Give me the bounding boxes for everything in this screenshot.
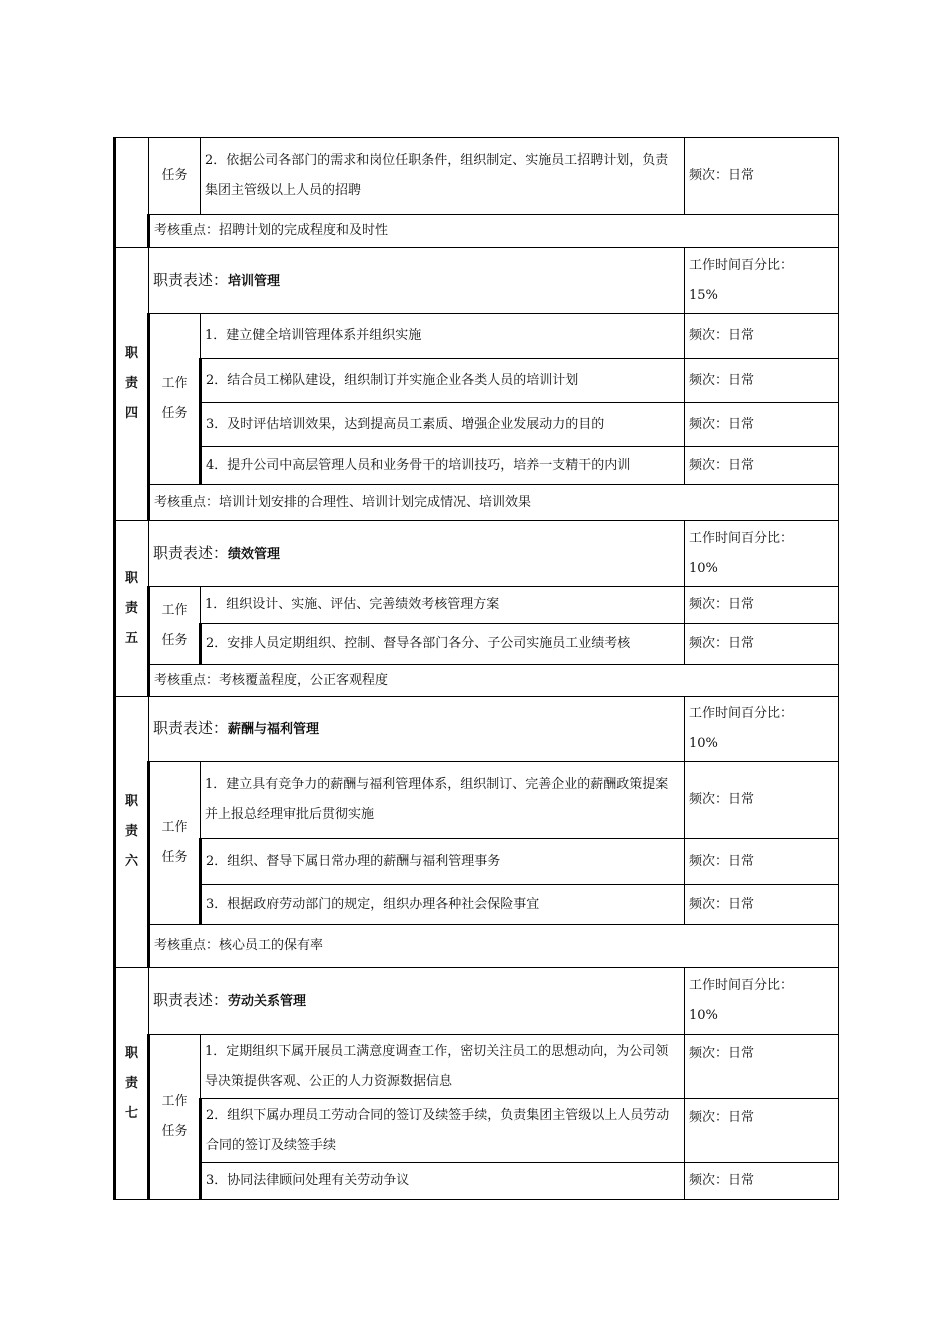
time-percentage	[685, 248, 839, 314]
duty6-desc-row	[115, 697, 839, 762]
duty-description	[149, 521, 685, 587]
kpi-label: 考核重点：	[154, 494, 220, 510]
task-header: 任务	[149, 138, 201, 215]
pct-label: 工作时间百分比：	[689, 530, 794, 546]
task-item: 1．建立具有竞争力的薪酬与福利管理体系，组织制订、完善企业的薪酬政策提案并上报总经理审批后贯彻实施	[201, 762, 685, 839]
task-item: 2．组织、督导下属日常办理的薪酬与福利管理事务	[201, 839, 685, 885]
frequency: 频次：日常	[685, 1035, 839, 1099]
desc-label: 职责表述：	[153, 991, 229, 1009]
task-item: 1．建立健全培训管理体系并组织实施	[201, 314, 685, 359]
kpi-row	[115, 485, 839, 521]
kpi-cell	[149, 485, 839, 521]
frequency: 频次：日常	[685, 762, 839, 839]
kpi-value: 培训计划安排的合理性、培训计划完成情况、培训效果	[219, 494, 532, 510]
kpi-row	[115, 665, 839, 697]
task-item: 1．定期组织下属开展员工满意度调查工作，密切关注员工的思想动向，为公司领导决策提供客观、公正的人力资源数据信息	[201, 1035, 685, 1099]
duty7-head: 职 责 七	[115, 968, 149, 1200]
time-percentage	[685, 697, 839, 762]
kpi-cell	[149, 925, 839, 968]
desc-value: 绩效管理	[228, 546, 281, 562]
desc-value: 培训管理	[228, 273, 281, 289]
kpi-row	[115, 215, 839, 248]
desc-label: 职责表述：	[153, 270, 229, 289]
task-item: 3．及时评估培训效果，达到提高员工素质、增强企业发展动力的目的	[201, 403, 685, 447]
task-item: 2．组织下属办理员工劳动合同的签订及续签手续，负责集团主管级以上人员劳动合同的签订及续签手续	[201, 1099, 685, 1163]
task-row	[115, 447, 839, 485]
desc-label: 职责表述：	[153, 719, 229, 737]
duty5-desc-row	[115, 521, 839, 587]
desc-value: 薪酬与福利管理	[228, 722, 320, 737]
pct-value: 10%	[689, 736, 718, 751]
pct-value: 10%	[689, 560, 718, 576]
kpi-row	[115, 925, 839, 968]
duty-description	[149, 248, 685, 314]
task-item: 3．根据政府劳动部门的规定，组织办理各种社会保险事宜	[201, 885, 685, 925]
top-task-row	[115, 138, 839, 215]
task-header: 工作 任务	[149, 314, 201, 485]
responsibility-table	[113, 137, 839, 1200]
duty-description	[149, 968, 685, 1035]
task-row	[115, 587, 839, 624]
pct-label: 工作时间百分比：	[689, 257, 794, 273]
task-item: 2．依据公司各部门的需求和岗位任职条件，组织制定、实施员工招聘计划，负责集团主管级以上人员的招聘	[201, 138, 685, 215]
kpi-value: 招聘计划的完成程度和及时性	[219, 223, 389, 238]
task-item: 4．提升公司中高层管理人员和业务骨干的培训技巧，培养一支精干的内训	[201, 447, 685, 485]
frequency: 频次：日常	[685, 1099, 839, 1163]
task-row	[115, 314, 839, 359]
kpi-value: 核心员工的保有率	[219, 938, 324, 953]
frequency: 频次：日常	[685, 138, 839, 215]
kpi-value: 考核覆盖程度，公正客观程度	[219, 672, 389, 688]
task-row	[115, 359, 839, 403]
task-row	[115, 1035, 839, 1099]
task-row	[115, 403, 839, 447]
duty7-desc-row	[115, 968, 839, 1035]
frequency: 频次：日常	[685, 885, 839, 925]
task-header: 工作 任务	[149, 587, 201, 665]
duty5-head: 职 责 五	[115, 521, 149, 697]
task-item: 3．协同法律顾问处理有关劳动争议	[201, 1163, 685, 1200]
time-percentage	[685, 968, 839, 1035]
task-row	[115, 1099, 839, 1163]
desc-label: 职责表述：	[153, 543, 229, 562]
kpi-label: 考核重点：	[154, 938, 220, 953]
pct-label: 工作时间百分比：	[689, 978, 794, 993]
task-item: 2．结合员工梯队建设，组织制订并实施企业各类人员的培训计划	[201, 359, 685, 403]
task-row	[115, 885, 839, 925]
duty-description	[149, 697, 685, 762]
frequency: 频次：日常	[685, 1163, 839, 1200]
kpi-cell	[149, 215, 839, 248]
task-item: 2．安排人员定期组织、控制、督导各部门各分、子公司实施员工业绩考核	[201, 624, 685, 665]
pct-value: 10%	[689, 1008, 718, 1023]
frequency: 频次：日常	[685, 314, 839, 359]
duty4-desc-row	[115, 248, 839, 314]
duty6-head: 职 责 六	[115, 697, 149, 968]
desc-value: 劳动关系管理	[228, 994, 307, 1009]
frequency: 频次：日常	[685, 359, 839, 403]
kpi-cell	[149, 665, 839, 697]
pct-label: 工作时间百分比：	[689, 706, 794, 721]
task-row	[115, 839, 839, 885]
task-header: 工作 任务	[149, 1035, 201, 1200]
frequency: 频次：日常	[685, 447, 839, 485]
frequency: 频次：日常	[685, 587, 839, 624]
task-header: 工作 任务	[149, 762, 201, 925]
duty-head-empty	[115, 138, 149, 248]
pct-value: 15%	[689, 287, 718, 303]
task-row	[115, 624, 839, 665]
frequency: 频次：日常	[685, 839, 839, 885]
frequency: 频次：日常	[685, 624, 839, 665]
task-row	[115, 1163, 839, 1200]
duty4-head: 职 责 四	[115, 248, 149, 521]
task-item: 1．组织设计、实施、评估、完善绩效考核管理方案	[201, 587, 685, 624]
time-percentage	[685, 521, 839, 587]
frequency: 频次：日常	[685, 403, 839, 447]
kpi-label: 考核重点：	[154, 223, 220, 238]
kpi-label: 考核重点：	[154, 672, 220, 688]
task-row	[115, 762, 839, 839]
